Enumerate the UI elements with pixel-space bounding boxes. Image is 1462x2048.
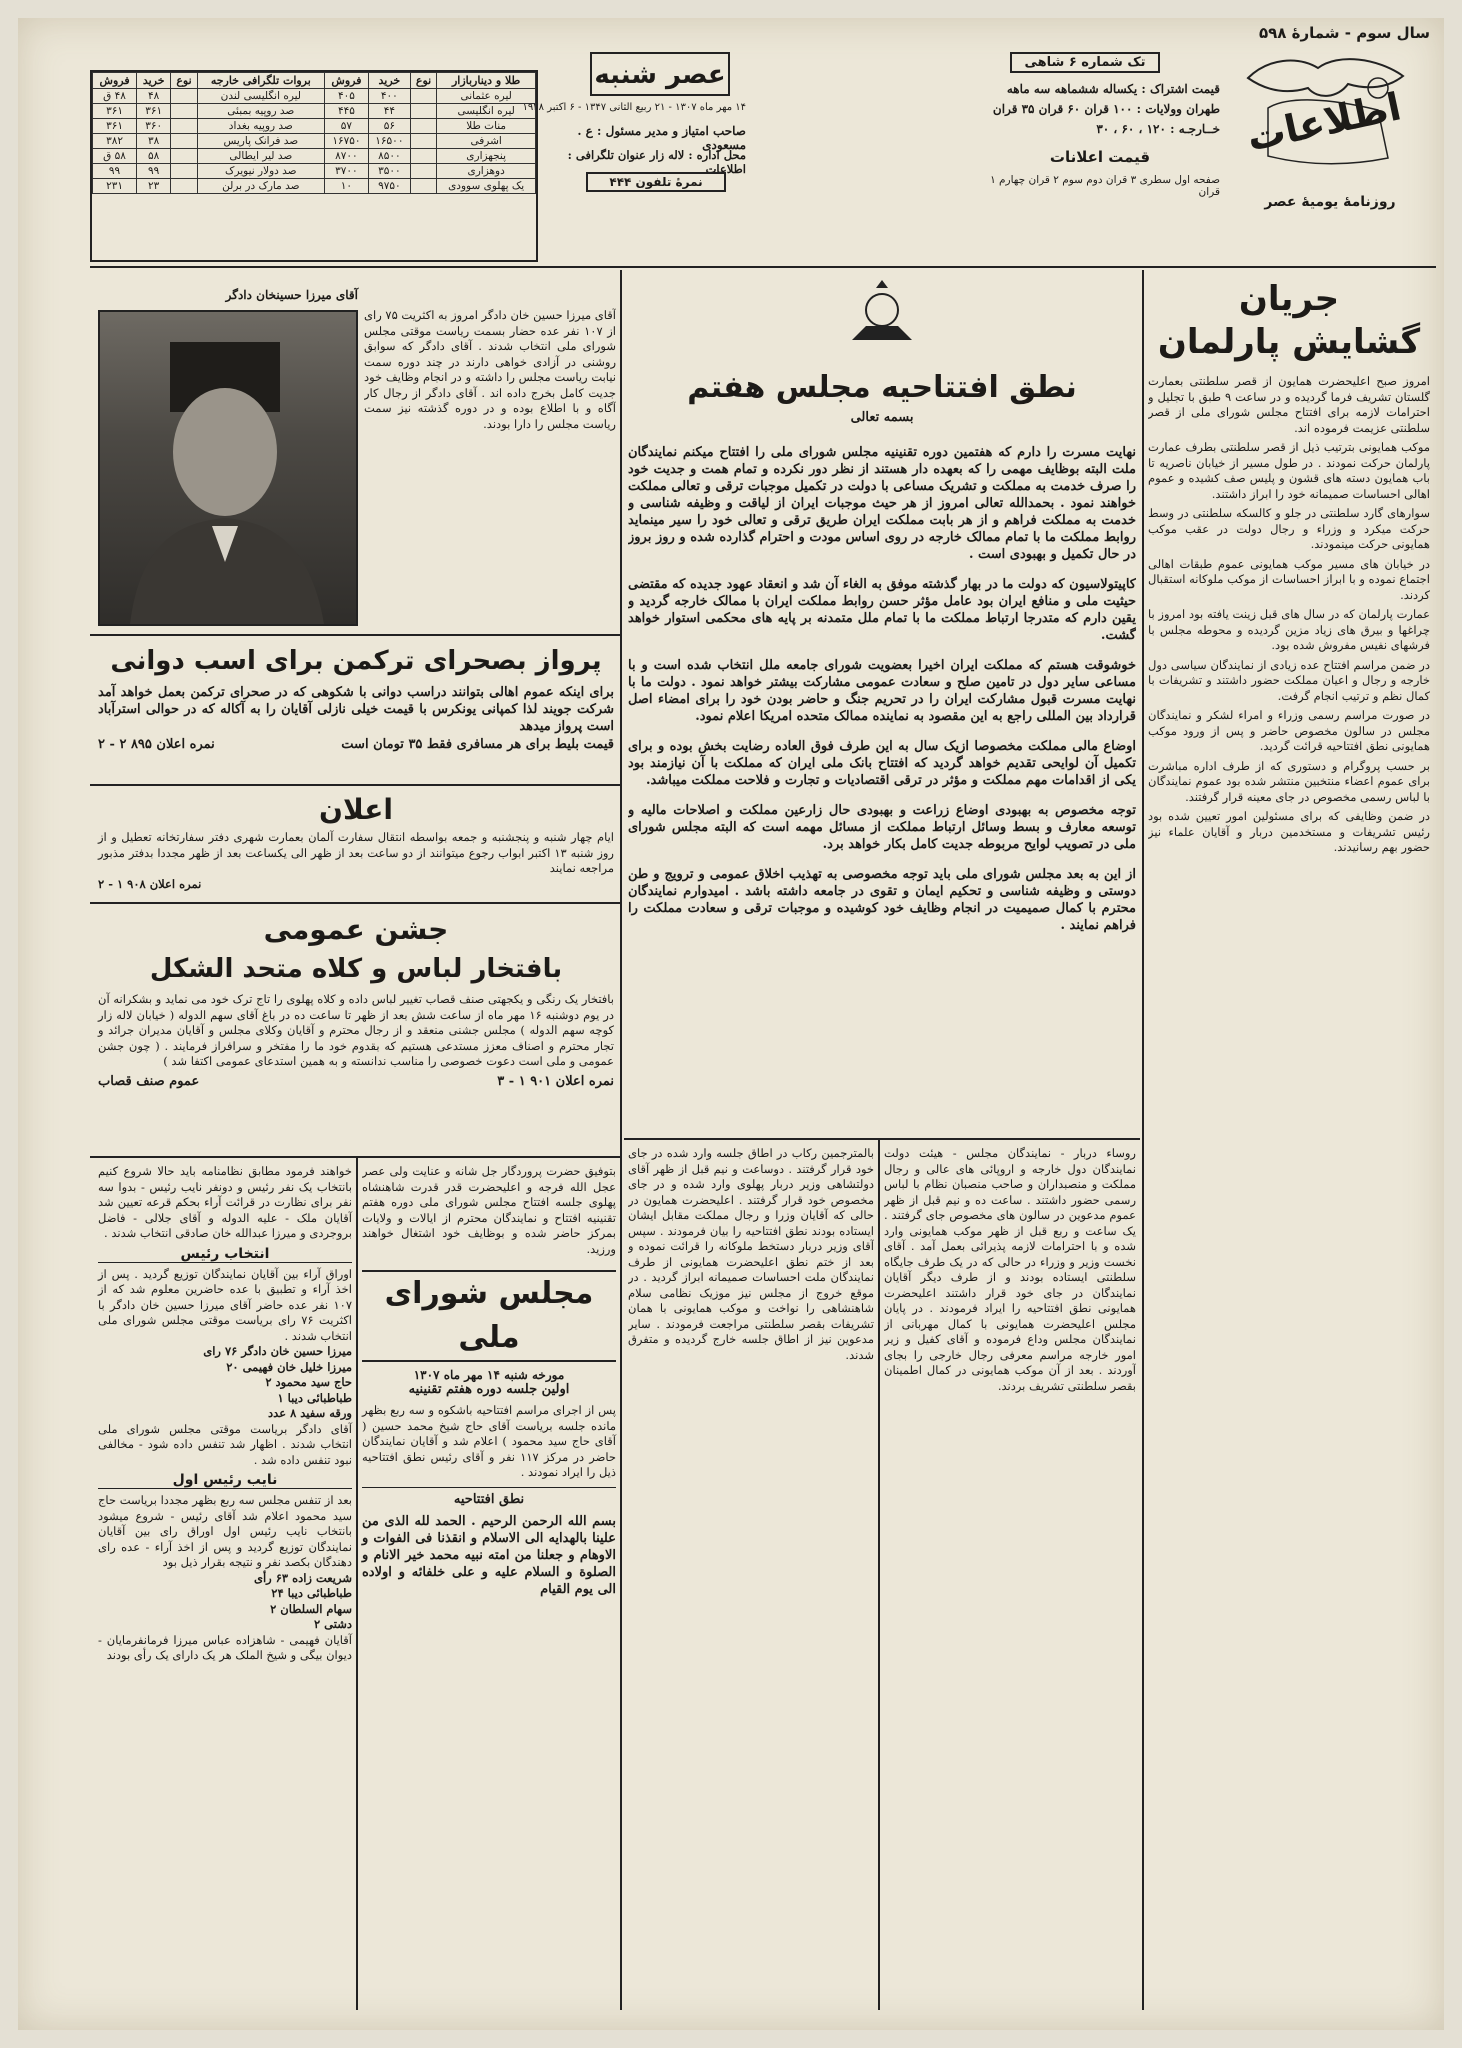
rates-cell: صد روپیه بغداد — [197, 119, 324, 134]
rates-cell: لیره عثمانی — [437, 89, 536, 104]
lion-and-sun-emblem — [628, 278, 1136, 368]
votes-list — [98, 1344, 352, 1422]
rates-cell: ۵۸ ق — [93, 149, 137, 164]
divider-flight — [90, 634, 620, 636]
speech-paragraph: توجه مخصوص به بهبودی اوضاع زراعت و بهبودی حال زارعین مملکت و اصلاحات مالیه و توسعه معارف و بسط وسائل ارتباط مملکت از مسائل مهمه است که البته مجلس شورای ملی در تصویب لوایح مربوطه جدیت کامل بکار خواهد برد. — [628, 803, 1136, 852]
table-row — [93, 119, 536, 134]
vote-line: ورقه سفید ۸ عدد — [268, 1406, 352, 1420]
masthead-divider — [90, 266, 1436, 268]
celebration-notice — [98, 910, 614, 1150]
table-row — [93, 134, 536, 149]
rates-cell — [171, 164, 198, 179]
rates-cell — [171, 149, 198, 164]
rates-cell: ۳۵۰۰ — [368, 164, 410, 179]
rates-header-cell: فروش — [93, 73, 137, 89]
rates-cell: ۴۴۵ — [324, 104, 368, 119]
flight-ad — [98, 642, 614, 782]
notice-headline: اعلان — [319, 793, 393, 826]
rates-cell — [410, 179, 437, 194]
majlis-headline: مجلس شورای ملی — [362, 1270, 616, 1362]
article-kicker: جریان — [1238, 279, 1340, 319]
vote-line: شریعت زاده ۶۳ رأی — [253, 1570, 352, 1585]
rates-header-cell: طلا و دیناربازار — [437, 73, 536, 89]
election-text: اوراق آراء بین آقایان نمایندگان توزیع گردید . پس از اخذ آراء و تطبیق با عده حاضرین معلوم شد که از ۱۰۷ نفر عده حاضر آقای میرزا حسین خان دادگر با اکثریت ۷۶ رای بریاست موقتی مجلس شورای ملی انتخاب شدند . — [98, 1266, 352, 1343]
divider-majlis — [90, 1156, 620, 1158]
rates-cell: ۳۸۲ — [93, 134, 137, 149]
celebration-headline: جشن عمومی — [263, 913, 449, 946]
speech-paragraph: کاپیتولاسیون که دولت ما در بهار گذشته موفق به الغاء آن شد و انعقاد عهود جدیده که مقتضی حیثیت ملی و منافع ایران بود عامل مؤثر حسن روابط مملکت ایران با ممالک خارجه گردید و یقین دارم که متدرجا ارتباط مملکت ما با تمام ملل متمدنه بر پایه های محکمی استوار خواهد گشت. — [628, 577, 1136, 643]
election-after: آقای دادگر بریاست موقتی مجلس شورای ملی انتخاب شدند . اظهار شد تنفس داده شود - مخالفی نبود تنفس داده شد . — [98, 1421, 352, 1467]
table-row — [93, 149, 536, 164]
rates-cell: صد مارک در برلن — [197, 179, 324, 194]
single-price: تک شماره ۶ شاهی — [1010, 52, 1160, 73]
notice-ad-number: نمره اعلان ۹۰۸ ۱ - ۲ — [98, 876, 202, 891]
rates-cell: ۸۷۰۰ — [324, 149, 368, 164]
portrait-article: آقای میرزا حسین خان دادگر امروز به اکثریت ۷۵ رای از ۱۰۷ نفر عده حضار بسمت ریاست موقتی مجلس شورای ملی انتخاب شدند . آقای دادگر که سوابق روشنی در آزادی خواهی دارند در چند دوره سمت نیابت ریاست مجلس را داشته و در انجام وظایف خود جدیت کامل بخرج داده اند . آقای دادگر از رجال کار آگاه و با اطلاع بوده و در دوره گذشته نیز سمت ریاست مجلس را دارا بودند. — [364, 308, 616, 431]
parliament-paragraph: در ضمن وظایفی که برای مسئولین امور تعیین شده بود رئیس تشریفات و مستخدمین دربار و آقایان علماء نیز حضور بهم رسانیدند. — [1148, 809, 1430, 854]
election-intro: خواهند فرمود مطابق نظامنامه باید حالا شروع کنیم بانتخاب یک نفر رئیس و دونفر نایب رئیس - بدوا سه نفر برای نظارت در قرائت آراء بحکم قرعه تعیین شد آقایان ملک - علیه الدوله و آقای جلالی - فاضل بروجردی و میرزا عبدالله خان صادقی انتخاب شدند . — [98, 1164, 352, 1240]
table-row — [93, 164, 536, 179]
column-rule-4 — [878, 1138, 880, 2010]
rates-header-cell: خرید — [137, 73, 171, 89]
column-rule-1 — [1142, 270, 1144, 2010]
parliament-paragraph: عمارت پارلمان که در سال های قبل زینت یافته بود امروز با چراغها و بیرق های زیاد مزین گردیده و محوطه مجلس با فرشهای نفیس مفروش شده بود. — [1148, 607, 1430, 652]
rates-cell: دوهزاری — [437, 164, 536, 179]
rates-header-cell: خرید — [368, 73, 410, 89]
day-title: عصر شنبه — [590, 52, 730, 96]
rates-cell: لیره انگلیسی لندن — [197, 89, 324, 104]
issue-info: سال سوم - شمارهٔ ۵۹۸ — [1258, 24, 1430, 42]
column-rule-3 — [356, 1158, 358, 2010]
parliament-paragraph: سوارهای گارد سلطنتی در جلو و کالسکه سلطنتی در وسط حرکت میکرد و وزراء و رجال دولت در عقب موکب همایونی حرکت مینمودند. — [1148, 506, 1430, 551]
column-rule-2 — [620, 270, 622, 2010]
majlis-basmala: بسم الله الرحمن الرحیم . الحمد لله الذی من علینا بالهدایه الی الاسلام و انقذنا فی الفوات و الاوهام و جعلنا من امته نبیه محمد خیر الانام و الصلوة و السلام علیه و علی خلفائه و اولاده الی یوم القیام — [362, 1513, 616, 1597]
ceremony-continued: بالمترجمین رکاب در اطاق جلسه وارد شده در جای خود قرار گرفتند . دوساعت و نیم قبل از ظهر آقای دولتشاهی وزیر دربار پهلوی وارد شده و در جای مخصوص خود قرار گرفتند . اعلیحضرت همایون در حالی که آقایان وزرا و رجال مملکت مقابل ایشان ایستاده بودند نطق افتتاحیه را بیان فرمودند . سپس آقای وزیر دربار دستخط ملوکانه را قرائت نموده و بعد از ختم نطق اعلیحضرت همایونی از طرف نمایندگان ملت احساسات صمیمانه ابراز گردید . در موقع خروج از مجلس نیز موزیک نظامی سلام شاهنشاهی را نواخت و موکب همایونی با همان تشریفات بقصر سلطنتی مراجعت فرمودند . سایر مدعوین نیز از اطاق جلسه خارج گردیده و متفرق شدند. — [628, 1146, 874, 1362]
rates-cell: ۳۶۱ — [93, 119, 137, 134]
rates-cell: ۹۹ — [93, 164, 137, 179]
speech-paragraph: نهایت مسرت را دارم که هفتمین دوره تقنینیه مجلس شورای ملی را افتتاح میکنم نمایندگان ملت البته بوظایف مهمی را که بعهده دار هستند از نظر دور نکرده و تمام همت و جدیت خود را صرف خدمت به مملکت و تشریک مساعی با دولت در تکمیل موجبات ترقی و تعالی مملکت خواهند نمود . بحمدالله تعالی امروز از هر حیث موجبات ایران از لیاقت و وظیفه شناسی و خدمت به مملکت فراهم و از هر بابت مملکت ایران طریق ترقی و تعالی خود را سیر مینماید روابط مملکت ما با تمام ممالک خارجه در روی اساس مودت و احترام گذارده شده و روز بروز در حال تکمیل و بهبودی است . — [628, 445, 1136, 562]
rates-cell: پنجهزاری — [437, 149, 536, 164]
deputy-footer: آقایان فهیمی - شاهزاده عباس میرزا فرمانفرمایان - دیوان بیگی و شیخ الملک هر یک دارای یک رأی بودند — [98, 1632, 352, 1662]
majlis-session — [362, 1164, 616, 2004]
phone-box: نمرهٔ تلفون ۴۴۴ — [586, 172, 726, 192]
celebration-signer: عموم صنف قصاب — [98, 1073, 200, 1089]
rates-cell: ۹۹ — [137, 164, 171, 179]
flight-ad-number: نمره اعلان ۸۹۵ ۲ - ۲ — [98, 737, 215, 752]
embassy-notice — [98, 790, 614, 900]
logo-text: اطلاعات — [1243, 84, 1405, 160]
divider-notice — [90, 784, 620, 786]
rates-cell: ۸۵۰۰ — [368, 149, 410, 164]
portrait-caption: آقای میرزا حسینخان دادگر — [225, 288, 358, 302]
votes-list-2 — [98, 1571, 352, 1633]
rates-cell: ۳۶۰ — [137, 119, 171, 134]
speech-divider — [624, 1138, 1140, 1140]
rates-cell: ۳۶۱ — [93, 104, 137, 119]
rates-cell: ۳۶۱ — [137, 104, 171, 119]
ads-title: قیمت اعلانات — [1049, 148, 1151, 166]
lion-sun-icon — [842, 278, 922, 358]
celebration-subhead: بافتخار لباس و کلاه متحد الشکل — [149, 954, 563, 984]
speech-paragraph: از این به بعد مجلس شورای ملی باید توجه مخصوصی به تهذیب اخلاق عمومی و ترویج و طن دوستی و وظیفه شناسی و تحکیم ایمان و تقوی در جامعه داشته باشد . امیدوارم نمایندگان محترم با کمال صمیمیت در انجام وظایف خود کوشیده و موجبات ترقی و سعادت مملکت را فراهم نمایند . — [628, 867, 1136, 933]
rates-cell — [410, 149, 437, 164]
rates-cell — [410, 164, 437, 179]
speech-headline: نطق افتتاحیه مجلس هفتم — [687, 370, 1077, 405]
rates-cell — [410, 119, 437, 134]
flight-price: قیمت بلیط برای هر مسافری فقط ۳۵ تومان است — [341, 737, 614, 752]
majlis-session-title: اولین جلسه دوره هفتم تقنینیه — [408, 1382, 570, 1397]
office-address: محل اداره : لاله زار عنوان تلگرافی : اطلاعات — [567, 148, 746, 176]
divider-celebration — [90, 902, 620, 904]
table-row — [93, 89, 536, 104]
parliament-paragraph: امروز صبح اعلیحضرت همایون از قصر سلطنتی بعمارت گلستان تشریف فرما گردیده و در ساعت ۹ طبق با تجلیل و احترامات لازمه برای افتتاح مجلس شورای ملی از قصر سلطنتی عزیمت فرموده اند. — [1148, 374, 1430, 435]
rates-header-cell: فروش — [324, 73, 368, 89]
rates-cell: ۵۶ — [368, 119, 410, 134]
rates-cell: ۴۸ — [137, 89, 171, 104]
rates-cell: ۹۷۵۰ — [368, 179, 410, 194]
celebration-ad-number: نمره اعلان ۹۰۱ ۱ - ۳ — [497, 1073, 614, 1089]
speech-subtitle: بسمه تعالی — [850, 410, 914, 425]
rates-cell: ۵۷ — [324, 119, 368, 134]
parliament-paragraph: موکب همایونی بترتیب ذیل از قصر سلطنتی بطرف عمارت پارلمان حرکت نمودند . در طول مسیر از خیابان ناصریه تا باب همایون دسته های قشون و پلیس صف کشیده و عموم اهالی احساسات صمیمانه خود را ابراز داشتند. — [1148, 440, 1430, 501]
ceremony-details: روساء دربار - نمایندگان مجلس - هیئت دولت نمایندگان دول خارجه و اروپائی های عالی و رجال مملکت و منصبداران و صاحب منصبان نظام با لباس رسمی حضور داشتند . ساعت ده و نیم قبل از ظهر عموم مدعوین در سالون های مخصوص جای گرفتند . یک ساعت و ربع قبل از ظهر موکب همایونی وارد شده و با احترامات لازمه پذیرائی بعمل آمد . آقای نخست وزیر و وزراء در حالی که در یک طرف جایگاه سلطنتی ایستاده بودند و از طرف دیگر آقایان نمایندگان در جای خود قرار داشتند اعلیحضرت همایونی نطق افتتاحیه را ایراد فرمودند . در پایان مجلس اعلیحضرت همایونی با کمال مهربانی از نمایندگان مجلس وداع فرموده و آقای کفیل و زیر امور خارجه مراسم معرفی رجال خارجی را بجای آوردند . بعد از آن موکب همایونی در کمال اطمینان بقصر سلطنتی تشریف بردند. — [884, 1146, 1136, 1393]
tagline: روزنامهٔ یومیهٔ عصر — [1264, 194, 1396, 210]
celebration-text: بافتخار یک رنگی و یکجهتی صنف قصاب تغییر لباس داده و کلاه پهلوی را تاج ترک خود می نماید و بشکرانه آن در یوم دوشنبه ۱۶ مهر ماه از ساعت شش بعد از ظهر تا ساعت ده در باغ آقای سهم الدوله ( خیابان لاله زار کوچه سهم الدوله ) مجلس جشنی منعقد و از رجال محترم و آقایان وکلای مجلس و آقایان مدیران جرائد و تجار محترم و اصناف معزز مستدعی هستیم که بقدوم خود ما را مفتخر و سرافراز فرمایند . ( چون جشن عمومی و ملی است دعوت خصوصی را مناسب ندانسته و به همین استدعای عمومی اکتفا شد ) — [98, 992, 614, 1068]
flight-headline: پرواز بصحرای ترکمن برای اسب دوانی — [110, 646, 602, 676]
rates-cell: ۴۰۵ — [324, 89, 368, 104]
rates-cell — [171, 119, 198, 134]
date-line: ۱۴ مهر ماه ۱۳۰۷ - ۲۱ ربیع الثانی ۱۳۴۷ - ۶ اکتبر ۱۹۲۸ — [522, 102, 746, 113]
vote-line: میرزا خلیل خان فهیمی ۲۰ — [226, 1359, 352, 1374]
parliament-paragraph: در خیابان های مسیر موکب همایونی عموم طبقات اهالی اجتماع نموده و با ابراز احساسات از موکب ملوکانه استقبال کردند. — [1148, 556, 1430, 602]
rates-cell: اشرفی — [437, 134, 536, 149]
rates-header-cell: نوع — [171, 73, 198, 89]
table-row — [93, 104, 536, 119]
exchange-rates-table — [90, 70, 538, 262]
rates-cell: ۵۸ — [137, 149, 171, 164]
rates-header-cell: نوع — [410, 73, 437, 89]
notice-text: ایام چهار شنبه و پنجشنبه و جمعه بواسطه انتقال سفارت آلمان بعمارت شهری دفتر سفارتخانه تعطیل و از روز شنبه ۱۳ اکتبر ابواب رجوع میتوانند از دو ساعت بعد از ظهر الی یکساعت بعد از ظهر مجددا بدفتر مذبور مراجعه نمایند — [98, 830, 614, 875]
election-report — [98, 1164, 352, 2004]
majlis-speech-title: نطق افتتاحیه — [362, 1487, 616, 1507]
subscription-abroad: خــارجـه : ۱۲۰ ، ۶۰ ، ۳۰ — [1096, 122, 1220, 136]
rates-cell: صد روپیه بمبئی — [197, 104, 324, 119]
rates-cell — [171, 89, 198, 104]
subscription-box — [980, 48, 1220, 224]
article-body — [1148, 374, 1430, 1984]
rates-cell: ۳۸ — [137, 134, 171, 149]
opening-speech — [628, 278, 1136, 1138]
rates-cell — [410, 89, 437, 104]
table-row — [93, 179, 536, 194]
flight-footer — [98, 737, 614, 752]
rates-cell: صد لیر ایطالی — [197, 149, 324, 164]
speech-paragraph: اوضاع مالی مملکت مخصوصا ازیک سال به این طرف فوق العاده رضایت بخش بوده و برای تکمیل آن لوایحی تقدیم خواهد گردید که افتتاح بانک ملی ایران که مملکت با آن نیازمند بود یکی از اقدامات مهم مملکت و مؤثر در ترقی اقتصادیات و تجارت و فلاحت مملکت میباشد. — [628, 739, 1136, 788]
majlis-text: پس از اجرای مراسم افتتاحیه باشکوه و سه ربع بظهر مانده جلسه بریاست آقای حاج شیخ محمد حسین ( آقای حاج سید محمود ) اعلام شد و آقایان نمایندگان حاضر در مرکز ۱۱۷ نفر و آقای رئیس نطق افتتاحیه ذیل را ایراد نمودند . — [362, 1403, 616, 1479]
rates-cell — [410, 134, 437, 149]
rates-cell: ۱۶۵۰۰ — [368, 134, 410, 149]
publisher: صاحب امتیاز و مدیر مسئول : ع . مسعودی — [577, 124, 746, 152]
subscription-tehran: طهران وولایات : ۱۰۰ قران ۶۰ قران ۳۵ قران — [992, 102, 1220, 116]
vote-line: حاج سید محمود ۲ — [265, 1375, 352, 1389]
newspaper-page — [18, 18, 1444, 2030]
rates-cell: ۴۰۰ — [368, 89, 410, 104]
rates-cell: ۴۸ ق — [93, 89, 137, 104]
parliament-paragraph: بر حسب پروگرام و دستوری که از طرف اداره مباشرت برای عموم اعضاء منتخبین منتشر شده بود عموم نمایندگان با لباس رسمی مخصوص در جای معینه قرار گرفتند. — [1148, 758, 1430, 804]
vote-line: میرزا حسین خان دادگر ۷۶ رای — [203, 1344, 352, 1358]
rates-cell: منات طلا — [437, 119, 536, 134]
vote-line: طباطبائی دیبا ۲۴ — [271, 1586, 352, 1600]
rates-cell: ۱۶۷۵۰ — [324, 134, 368, 149]
deputy-text: بعد از تنفس مجلس سه ربع بظهر مجددا بریاست حاج سید محمود اعلام شد آقای رئیس - شروع میشود بانتخاب نایب رئیس اول اوراق رای بین آقایان نمایندگان توزیع گردید و پس از اخذ آراء - عده رای دهندگان بکصد نفر و نتیجه بقرار ذیل بود — [98, 1493, 352, 1569]
rates-cell: ۳۷۰۰ — [324, 164, 368, 179]
speech-body — [628, 431, 1136, 1131]
rates-cell — [171, 134, 198, 149]
parliament-paragraph: در صورت مراسم رسمی وزراء و امراء لشکر و نمایندگان مجلس در سالون مخصوص حاضر و پس از ورود موکب همایونی نطق افتتاحیه قرائت گردید. — [1148, 708, 1430, 753]
rates-cell — [171, 179, 198, 194]
rates-cell: لیره انگلیسی — [437, 104, 536, 119]
parliament-paragraph: در ضمن مراسم افتتاح عده زیادی از نمایندگان سیاسی دول خارجه و رجال و اعیان مملکت حضور داشتند و تشریفات با کمال نظم و ترتیب انجام گرفت. — [1148, 657, 1430, 703]
rates-cell — [410, 104, 437, 119]
rates-cell: یک پهلوی سوودی — [437, 179, 536, 194]
vote-line: دشتی ۲ — [313, 1617, 352, 1631]
deputy-title: نایب رئیس اول — [98, 1472, 352, 1489]
subscription-title: قیمت اشتراک : یکساله ششماهه سه ماهه — [1006, 82, 1220, 96]
rates-cell — [171, 104, 198, 119]
flight-text: برای اینکه عموم اهالی بتوانند دراسب دوانی با شکوهی که در صحرای ترکمن بعمل خواهد آمد شرکت جویند لذا کمپانی یونکرس با قیمت خیلی نازلی آقایان را به آکاله که در حوالی استرآباد است پرواز میدهد — [98, 685, 614, 734]
majlis-intro-top: بتوفیق حضرت پروردگار جل شانه و عنایت ولی عصر عجل الله فرجه و اعلیحضرت قدر قدرت شاهنشاه پهلوی جلسه افتتاح مجلس شورای ملی دوره هفتم تقنینیه افتتاح و نمایندگان محترم از ایالات و ولایات بمرکز حاضر شده و بوظایف خود اشتغال خواهند ورزید. — [362, 1164, 616, 1256]
portrait-figure — [100, 312, 356, 624]
rates-header-cell: بروات تلگرافی خارجه — [197, 73, 324, 89]
rates-cell: ۱۰ — [324, 179, 368, 194]
election-title: انتخاب رئیس — [98, 1246, 352, 1263]
rates-grid — [92, 72, 536, 194]
rates-cell: ۲۳۱ — [93, 179, 137, 194]
article-headline: گشایش پارلمان — [1157, 322, 1421, 362]
rates-cell: صد دولار نیویرک — [197, 164, 324, 179]
parliament-article — [1148, 278, 1430, 2008]
rates-cell: ۴۴ — [368, 104, 410, 119]
rates-cell: صد فرانک پاریس — [197, 134, 324, 149]
title-box — [522, 48, 746, 224]
celebration-footer — [98, 1074, 614, 1089]
rates-cell: ۲۳ — [137, 179, 171, 194]
vote-line: سهام السلطان ۲ — [270, 1601, 352, 1616]
speech-paragraph: خوشوقت هستم که مملکت ایران اخیرا بعضویت شورای جامعه ملل انتخاب شده است و با مساعی سایر دول در تامین صلح و سعادت عمومی مشارکت بیشتر خواهد نمود . دولت ما با نهایت مسرت قبول مشارکت ایران را در تحریم جنگ و حاضر بودن خود را برای امضاء اصل قرارداد بین المللی راجع به این مقصود به نماینده ممالک متحده امریکا اعلام نمود. — [628, 658, 1136, 724]
portrait-photo — [98, 310, 358, 626]
majlis-date: مورخه شنبه ۱۴ مهر ماه ۱۳۰۷ — [413, 1368, 565, 1382]
ads-rates: صفحه اول سطری ۳ قران دوم سوم ۲ قران چهارم ۱ قران — [990, 174, 1220, 198]
vote-line: طباطبائی دیبا ۱ — [277, 1390, 352, 1405]
